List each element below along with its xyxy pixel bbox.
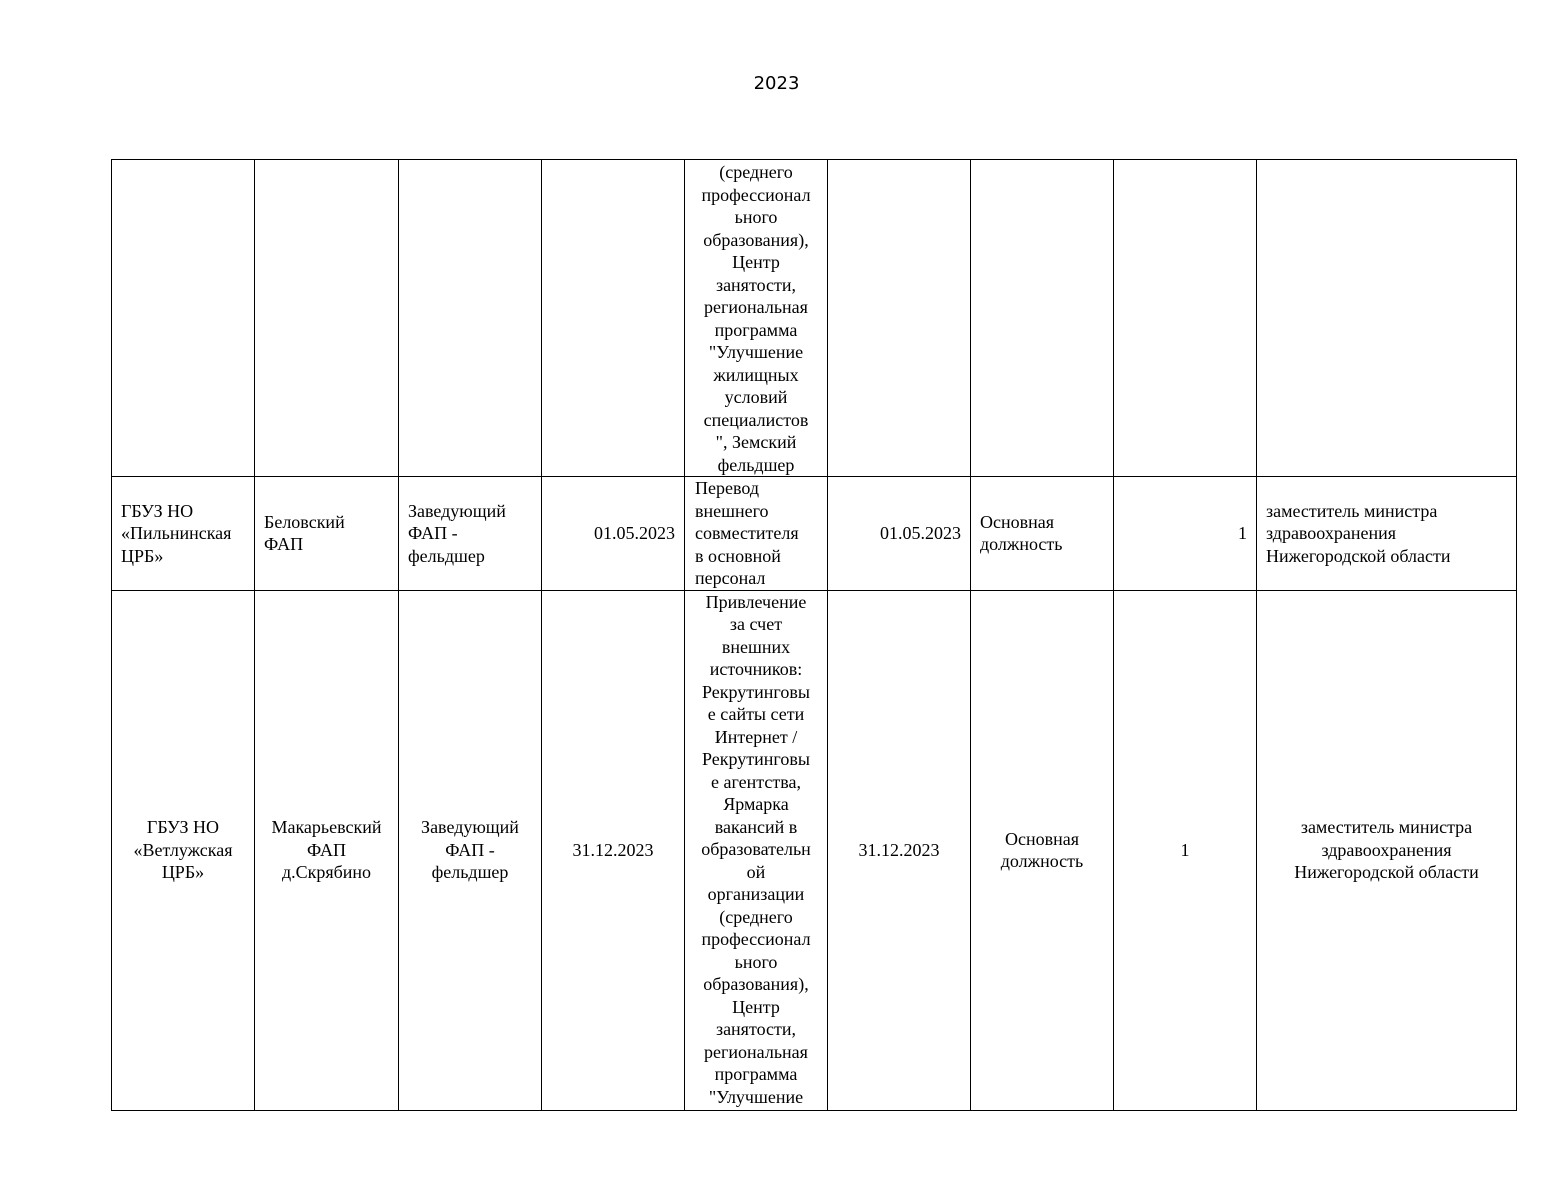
measures-cell: Перевод внешнего совместителя в основной персонал: [685, 477, 828, 591]
position-type-cell: [971, 160, 1114, 477]
position-cell: [399, 160, 542, 477]
table-row: [112, 160, 1517, 477]
count-cell: [1114, 160, 1257, 477]
date-end-cell: 01.05.2023: [828, 477, 971, 591]
organization-cell: ГБУЗ НО «Ветлужская ЦРБ»: [112, 590, 255, 1110]
position-type-cell: Основная должность: [971, 477, 1114, 591]
date-end-cell: 31.12.2023: [828, 590, 971, 1110]
facility-cell: [255, 160, 399, 477]
organization-cell: ГБУЗ НО «Пильнинская ЦРБ»: [112, 477, 255, 591]
position-type-cell: Основная должность: [971, 590, 1114, 1110]
date-start-cell: 01.05.2023: [542, 477, 685, 591]
date-start-cell: [542, 160, 685, 477]
measures-cell: Привлечение за счет внешних источников: Рекрутинговы е сайты сети Интернет / Рекрутинговы е агентства, Ярмарка вакансий в образовательн ой организации (среднего профессионал ьного образования), Центр занятости, региональная программа "Улучшение: [685, 590, 828, 1110]
position-cell: Заведующий ФАП - фельдшер: [399, 477, 542, 591]
facility-cell: Макарьевский ФАП д.Скрябино: [255, 590, 399, 1110]
responsible-cell: заместитель министра здравоохранения Нижегородской области: [1257, 590, 1517, 1110]
plan-table: [111, 159, 1517, 1111]
table-row: [112, 477, 1517, 591]
date-start-cell: 31.12.2023: [542, 590, 685, 1110]
table-row: [112, 590, 1517, 1110]
position-cell: Заведующий ФАП - фельдшер: [399, 590, 542, 1110]
page-year: 2023: [753, 73, 800, 94]
facility-cell: Беловский ФАП: [255, 477, 399, 591]
responsible-cell: заместитель министра здравоохранения Нижегородской области: [1257, 477, 1517, 591]
organization-cell: [112, 160, 255, 477]
responsible-cell: [1257, 160, 1517, 477]
measures-cell: (среднего профессионал ьного образования), Центр занятости, региональная программа "Улучшение жилищных условий специалистов ", Земский фельдшер: [685, 160, 828, 477]
count-cell: 1: [1114, 590, 1257, 1110]
date-end-cell: [828, 160, 971, 477]
count-cell: 1: [1114, 477, 1257, 591]
